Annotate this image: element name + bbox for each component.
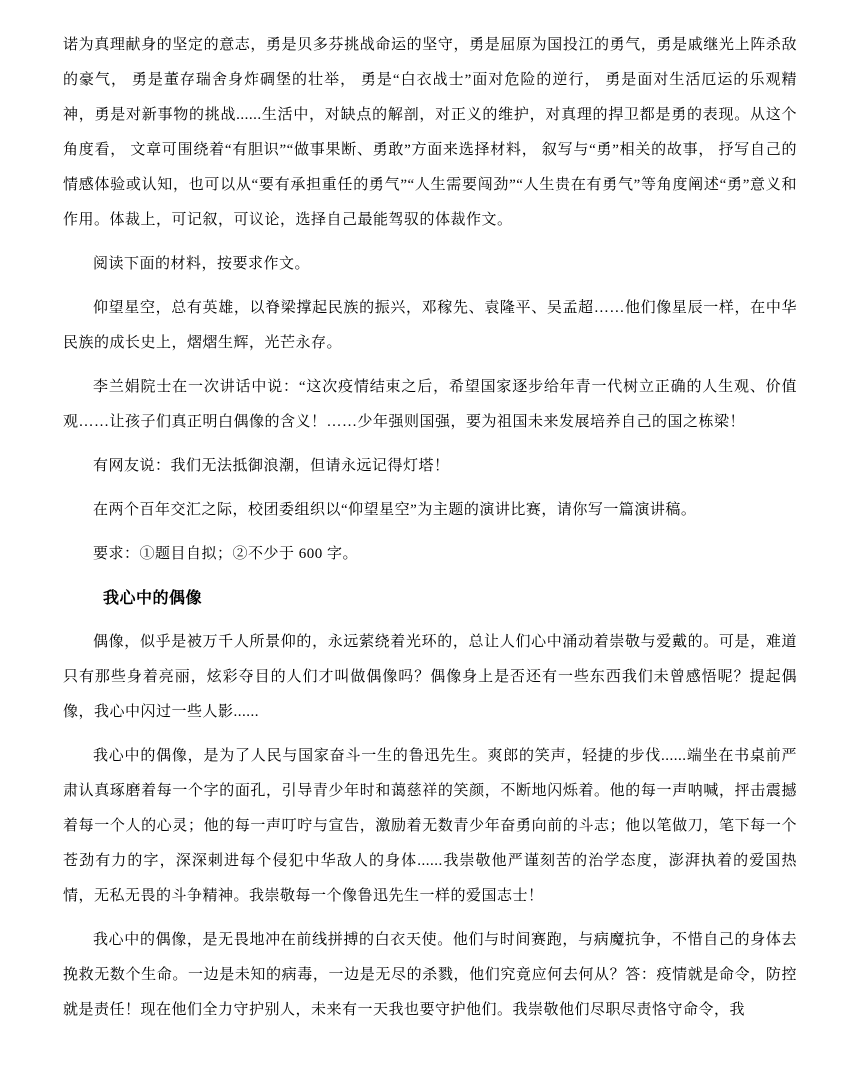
essay-white-angels-paragraph: 我心中的偶像，是无畏地冲在前线拼搏的白衣天使。他们与时间赛跑，与病魔抗争，不惜自己的身体去挽救无数个生命。一边是未知的病毒，一边是无尽的杀戮，他们究竟应何去何从？答：疫情就是命令，防控就是责任！现在他们全力守护别人，未来有一天我也要守护他们。我崇敬他们尽职尽责恪守命令，我 (63, 932, 797, 1018)
material-netizen-paragraph: 有网友说：我们无法抵御浪潮，但请永远记得灯塔！ (93, 458, 450, 474)
essay-title-heading: 我心中的偶像 (103, 590, 203, 607)
essay-opening-paragraph: 偶像，似乎是被万千人所景仰的，永远萦绕着光环的，总让人们心中涌动着崇敬与爱戴的。可是，难道只有那些身着亮丽，炫彩夺目的人们才叫做偶像吗？偶像身上是否还有一些东西我们未曾感悟呢？提起偶像，我心中闪过一些人影...... (63, 634, 797, 720)
material-stars-paragraph: 仰望星空，总有英雄，以脊梁撑起民族的振兴，邓稼先、袁隆平、吴孟超……他们像星辰一样，在中华民族的成长史上，熠熠生辉，光芒永存。 (63, 300, 797, 351)
requirements-paragraph: 要求：①题目自拟；②不少于 600 字。 (93, 546, 359, 562)
task-statement-paragraph: 在两个百年交汇之际，校团委组织以“仰望星空”为主题的演讲比赛，请你写一篇演讲稿。 (93, 502, 697, 518)
material-li-lanjuan-paragraph: 李兰娟院士在一次讲话中说：“这次疫情结束之后，希望国家逐步给年青一代树立正确的人生观、价值观……让孩子们真正明白偶像的含义！……少年强则国强，要为祖国未来发展培养自己的国之栋梁！ (63, 379, 797, 430)
prompt-intro-paragraph: 阅读下面的材料，按要求作文。 (93, 256, 311, 272)
essay-luxun-paragraph: 我心中的偶像，是为了人民与国家奋斗一生的鲁迅先生。爽郎的笑声，轻捷的步伐......端坐在书桌前严肃认真琢磨着每一个字的面孔，引导青少年时和蔼慈祥的笑颜，不断地闪烁着。他的每一声呐喊，抨击震撼着每一个人的心灵；他的每一声叮咛与宣告，激励着无数青少年奋勇向前的斗志；他以笔做刀，笔下每一个苍劲有力的字，深深刺进每个侵犯中华敌人的身体......我崇敬他严谨刻苦的治学态度，澎湃执着的爱国热情，无私无畏的斗争精神。我崇敬每一个像鲁迅先生一样的爱国志士！ (63, 748, 797, 904)
analysis-continuation-paragraph: 诺为真理献身的坚定的意志，勇是贝多芬挑战命运的坚守，勇是屈原为国投江的勇气，勇是戚继光上阵杀敌的豪气， 勇是董存瑞舍身炸碉堡的壮举， 勇是“白衣战士”面对危险的逆行， 勇是面对生活厄运的乐观精神，勇是对新事物的挑战......生活中，对缺点的解剖，对正义的维护，对真理的捍卫都是勇的表现。从这个角度看， 文章可围绕着“有胆识”“做事果断、勇敢”方面来选择材料， 叙写与“勇”相关的故事， 抒写自己的情感体验或认知，也可以从“要有承担重任的勇气”“人生需要闯劲”“人生贵在有勇气”等角度阐述“勇”意义和作用。体裁上，可记叙，可议论，选择自己最能驾驭的体裁作文。 (63, 37, 797, 228)
